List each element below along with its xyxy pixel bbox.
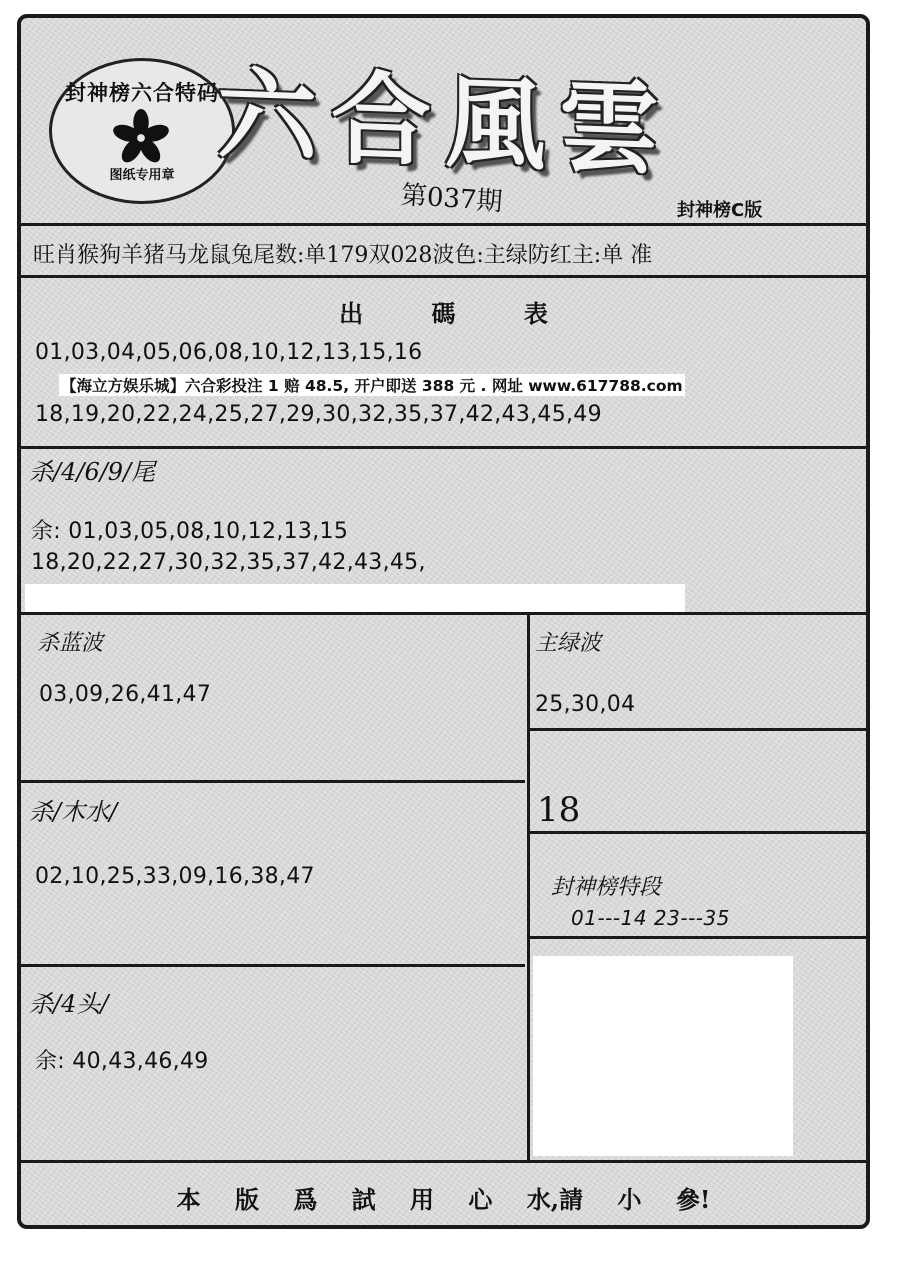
stamp-arc-text: 封神榜六合特码 [65,80,219,105]
code-table-row-2: 18,19,20,22,24,25,27,29,30,32,35,37,42,43,45,49 [35,402,602,427]
kill-element-values: 02,10,25,33,09,16,38,47 [35,864,315,889]
code-table-row-1: 01,03,04,05,06,08,10,12,13,15,16 [35,340,423,365]
kill-tail-row-2: 18,20,22,27,30,32,35,37,42,43,45, [31,550,426,575]
main-green-values: 25,30,04 [535,692,636,717]
divider [21,780,525,783]
ad-banner-text: 【海立方娱乐城】六合彩投注 1 赔 48.5, 开户即送 388 元 . 网址 www.617788.com [59,374,685,396]
blank-panel [533,956,793,1156]
kill-blue-values: 03,09,26,41,47 [39,682,212,707]
main-green-title: 主绿波 [535,631,602,656]
kill-tail-row-1: 余: 01,03,05,08,10,12,13,15 [31,519,349,544]
footer-note: 本 版 爲 試 用 心 水,請 小 參! [176,1185,711,1214]
single-number: 18 [537,790,581,830]
divider [21,964,525,967]
kill-head-values: 余: 40,43,46,49 [35,1049,209,1074]
divider [21,223,866,226]
kill-tail-title: 杀/4/6/9/尾 [29,458,156,486]
bauhinia-flower-icon [112,109,170,167]
issue-number: 第037期 [399,180,504,218]
stamp-bottom-text: 图纸专用章 [109,168,175,183]
lottery-sheet [17,14,870,1229]
divider [21,612,866,615]
column-divider [527,612,530,1160]
special-segment-ranges: 01---14 23---35 [571,906,730,930]
zodiac-summary-line: 旺肖猴狗羊猪马龙鼠兔尾数:单179双028波色:主绿防红主:单 准 [33,243,653,268]
special-segment-title: 封神榜特段 [551,875,662,900]
logo-title: 六合風雲 [217,55,673,189]
seal-stamp [49,58,235,204]
edition-label: 封神榜C版 [677,200,763,221]
divider [527,728,866,731]
code-table-title: 出 碼 表 [339,299,578,328]
divider [527,936,866,939]
divider [21,446,866,449]
white-patch [25,584,685,612]
kill-element-title: 杀/木水/ [29,798,118,826]
divider [21,275,866,278]
divider [527,831,866,834]
kill-head-title: 杀/4头/ [29,990,109,1018]
divider [21,1160,866,1163]
kill-blue-title: 杀蓝波 [37,631,104,656]
